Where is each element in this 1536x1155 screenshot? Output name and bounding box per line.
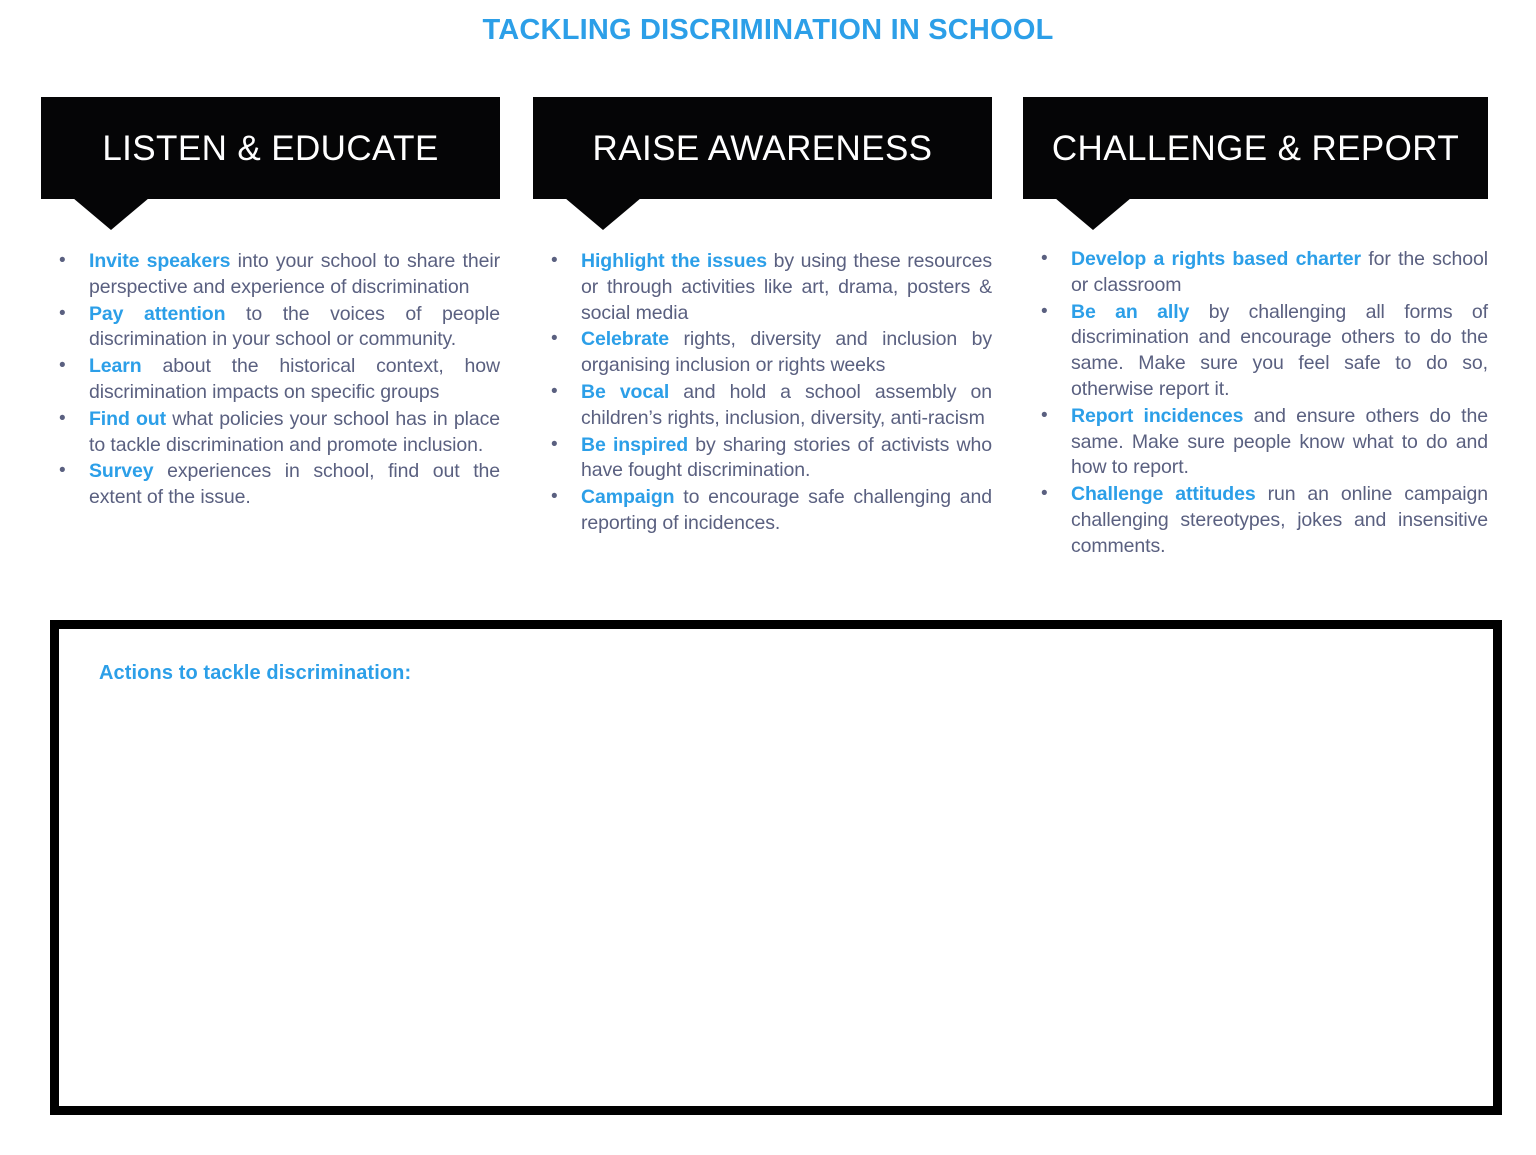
list-item [41,249,500,301]
bullet-rest: experiences in school, find out the extent of the issue. [89,460,500,509]
list-item [41,302,500,354]
list-item [533,327,992,379]
bullet-rest: to the voices of people discrimination in your school or community. [89,302,500,351]
bullet-rest: what policies your school has in place to tackle discrimination and promote inclusion. [89,407,500,456]
list-item [1023,300,1488,403]
bullet-lead: Invite speakers [89,250,231,272]
bullet-lead: Survey [89,460,154,483]
bullet-lead: Celebrate [581,328,669,351]
banner-body [533,97,992,199]
bullet-rest: rights, diversity and inclusion by organising inclusion or rights weeks [581,328,992,377]
column-listen-educate [41,97,500,509]
list-item [1023,482,1488,559]
bullet-lead: Develop a rights based charter [1071,248,1361,270]
column-raise-awareness [533,97,992,534]
banner-body [41,97,500,199]
bullet-list-raise-awareness [533,249,992,538]
list-item [41,459,500,511]
bullet-lead: Pay attention [89,302,226,325]
bullet-rest: run an online campaign challenging stereotypes, jokes and insensitive comments. [1071,483,1488,557]
actions-box[interactable] [50,620,1502,1115]
bullet-rest: by using these resources or through activities like art, drama, posters & social media [581,250,992,324]
banner-heading: CHALLENGE & REPORT [1051,128,1460,168]
banner-heading: RAISE AWARENESS [592,128,933,168]
page-title: TACKLING DISCRIMINATION IN SCHOOL [482,14,1054,46]
banner-tail-icon [1055,198,1131,230]
bullet-lead: Be inspired [581,433,689,456]
list-item [1023,247,1488,299]
strategy-columns [0,97,1536,617]
banner-listen-educate [41,97,500,230]
bullet-lead: Be vocal [581,380,670,403]
bullet-rest: and ensure others do the same. Make sure people know what to do and how to report. [1071,404,1488,479]
banner-tail-icon [565,198,641,230]
banner-body [1023,97,1488,199]
banner-tail-icon [73,198,149,230]
bullet-list-challenge-report [1023,247,1488,561]
list-item [1023,404,1488,481]
bullet-rest: to encourage safe challenging and reporting of incidences. [581,486,992,534]
banner-heading: LISTEN & EDUCATE [102,128,439,168]
bullet-rest: for the school or classroom [1071,248,1488,296]
bullet-lead: Report incidences [1071,404,1244,427]
bullet-lead: Find out [89,407,166,430]
bullet-rest: by challenging all forms of discrimination and encourage others to do the same. Make sure you feel safe to do so, otherwise report it. [1071,300,1488,400]
list-item [533,485,992,537]
bullet-list-listen-educate [41,249,500,512]
bullet-rest: about the historical context, how discrimination impacts on specific groups [89,355,500,403]
list-item [41,354,500,406]
bullet-lead: Challenge attitudes [1071,483,1256,506]
bullet-rest: and hold a school assembly on children’s rights, inclusion, diversity, anti-racism [581,380,992,429]
bullet-lead: Learn [89,355,142,378]
banner-challenge-report [1023,97,1488,230]
bullet-lead: Highlight the issues [581,250,767,272]
bullet-rest: by sharing stories of activists who have fought discrimination. [581,433,992,482]
column-challenge-report [1023,97,1488,557]
list-item [533,433,992,485]
bullet-lead: Campaign [581,486,675,509]
bullet-rest: into your school to share their perspective and experience of discrimination [89,250,500,298]
list-item [533,249,992,326]
list-item [533,380,992,432]
bullet-lead: Be an ally [1071,300,1190,323]
actions-box-label: Actions to tackle discrimination: [99,662,412,684]
banner-raise-awareness [533,97,992,230]
list-item [41,407,500,459]
